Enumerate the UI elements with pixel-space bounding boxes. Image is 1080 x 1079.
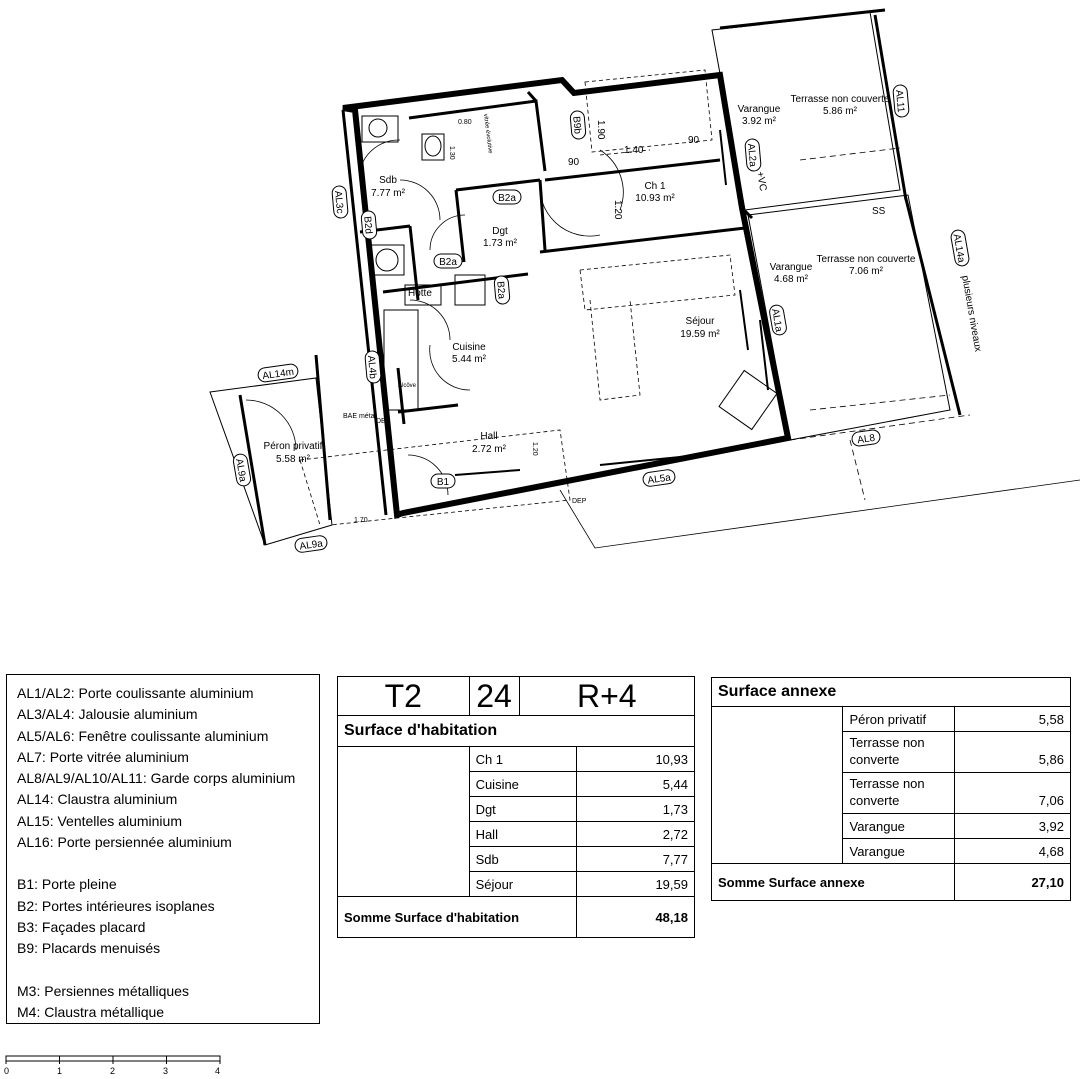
room-area-terrasse-1: 5.86 m² (823, 106, 857, 117)
annex-area: 5,86 (955, 732, 1071, 773)
room-area-cuisine: 5.44 m² (452, 354, 486, 365)
room-area-peron: 5.58 m² (276, 454, 310, 465)
legend-group-m (17, 981, 309, 1024)
room-area-dgt: 1.73 m² (483, 238, 517, 249)
habitation-title: Surface d'habitation (338, 716, 695, 747)
note-ss: SS (872, 206, 886, 217)
dim-label: 0.80 (458, 119, 472, 126)
legend-item: M3: Persiennes métalliques (17, 982, 189, 999)
room-area: 19,59 (577, 872, 695, 897)
annex-area: 4,68 (955, 839, 1071, 864)
svg-text:AL5a: AL5a (646, 472, 672, 487)
scale-tick: 2 (110, 1066, 116, 1076)
legend-item: B2: Portes intérieures isoplanes (17, 897, 215, 914)
scale-tick: 4 (215, 1066, 221, 1076)
dim-label: 1.20 (612, 200, 623, 220)
tag-al14m (257, 363, 299, 382)
svg-text:AL3c: AL3c (332, 190, 345, 214)
dim-label: 1.40 (624, 145, 644, 156)
annex-name: Terrasse non converte (843, 773, 955, 814)
room-name-ch1: Ch 1 (644, 181, 666, 192)
blank-cell (712, 707, 843, 864)
tag-al11 (893, 84, 910, 117)
dim-label: 1.70 (354, 517, 368, 524)
note-alcove: Alcôve (398, 383, 417, 389)
legend-item: AL8/AL9/AL10/AL11: Garde corps aluminium (17, 770, 296, 787)
dim-label: 1.30 (448, 146, 455, 160)
washbasin (362, 116, 398, 142)
unit-table (337, 676, 695, 938)
unit-number: 24 (469, 677, 519, 716)
room-area-varangue-1: 3.92 m² (742, 116, 776, 127)
legend-item: AL7: Porte vitrée aluminium (17, 748, 189, 765)
annex-name: Varangue (843, 814, 955, 839)
room-name-varangue-2: Varangue (769, 262, 813, 273)
legend-item: AL5/AL6: Fenêtre coulissante aluminium (17, 727, 269, 744)
room-area: 10,93 (577, 747, 695, 772)
room-name: Ch 1 (469, 747, 577, 772)
tag-b2a (493, 190, 521, 204)
legend-item: B3: Façades placard (17, 918, 146, 935)
annex-area: 3,92 (955, 814, 1071, 839)
svg-text:B2d: B2d (361, 215, 374, 235)
peron-privatif (210, 378, 332, 545)
svg-text:AL11: AL11 (893, 89, 906, 113)
tag-b9b (570, 110, 586, 139)
tag-al8 (851, 429, 881, 447)
room-area-terrasse-2: 7.06 m² (849, 266, 883, 277)
svg-text:B2a: B2a (494, 280, 507, 300)
svg-text:AL14a: AL14a (950, 233, 967, 264)
tag-al1a (769, 304, 788, 336)
room-name-terrasse-2: Terrasse non couverte (816, 254, 916, 265)
svg-text:AL1a: AL1a (769, 307, 784, 333)
room-area: 5,44 (577, 772, 695, 797)
note-vitree: vitrée évolutive (482, 113, 493, 154)
svg-text:AL8: AL8 (856, 432, 876, 447)
svg-text:AL9a: AL9a (298, 538, 324, 553)
tag-al14a (950, 229, 970, 267)
tag-al9a (294, 535, 328, 553)
room-name-sdb: Sdb (379, 175, 397, 186)
habitation-total: 48,18 (577, 897, 695, 938)
legend-item: AL1/AL2: Porte coulissante aluminium (17, 685, 254, 701)
legend-box (6, 674, 320, 1024)
svg-text:AL2a: AL2a (745, 143, 759, 168)
note-bae: BAE métal (343, 413, 377, 420)
room-name-cuisine: Cuisine (452, 342, 486, 353)
annex-name: Terrasse non converte (843, 732, 955, 773)
room-name: Séjour (469, 872, 577, 897)
tag-al9a (232, 453, 251, 487)
dim-label: 1.20 (531, 442, 538, 456)
scale-tick: 3 (163, 1066, 169, 1076)
room-name-sejour: Séjour (685, 316, 715, 327)
room-area-varangue-2: 4.68 m² (774, 274, 808, 285)
scale-bar (4, 1052, 224, 1078)
legend-group-al (17, 683, 309, 853)
room-name-varangue-1: Varangue (737, 104, 781, 115)
tag-b2a (434, 254, 462, 268)
tag-al3c (332, 185, 349, 218)
legend-item: AL14: Claustra aluminium (17, 791, 178, 808)
svg-text:B1: B1 (436, 477, 450, 488)
room-name: Sdb (469, 847, 577, 872)
room-name: Hall (469, 822, 577, 847)
room-area: 1,73 (577, 797, 695, 822)
room-area-sejour: 19.59 m² (680, 329, 720, 340)
railings (720, 10, 960, 415)
annex-area: 5,58 (955, 707, 1071, 732)
room-area-hall: 2.72 m² (472, 444, 506, 455)
svg-text:AL14m: AL14m (261, 366, 295, 383)
annex-area: 7,06 (955, 773, 1071, 814)
legend-item: AL3/AL4: Jalousie aluminium (17, 706, 198, 723)
blank-cell (338, 747, 470, 897)
legend-group-b (17, 874, 309, 959)
dim-label: 1.90 (595, 120, 606, 140)
scale-tick: 0 (4, 1066, 10, 1076)
habitation-total-label: Somme Surface d'habitation (338, 897, 577, 938)
room-name: Cuisine (469, 772, 577, 797)
tag-al2a (745, 138, 762, 171)
tag-b2d (361, 210, 377, 239)
room-name: Dgt (469, 797, 577, 822)
unit-level: R+4 (519, 677, 694, 716)
room-name-terrasse-1: Terrasse non couverte (790, 94, 890, 105)
legend-item: B1: Porte pleine (17, 876, 117, 893)
room-name-peron: Péron privatif (263, 441, 323, 452)
room-area: 7,77 (577, 847, 695, 872)
dim-label: 90 (568, 157, 580, 168)
svg-text:B9b: B9b (570, 115, 583, 135)
annex-total: 27,10 (955, 864, 1071, 901)
svg-text:B2a: B2a (498, 193, 516, 204)
dim-label: 90 (688, 135, 700, 146)
annex-total-label: Somme Surface annexe (712, 864, 955, 901)
legend-item: AL15: Ventelles aluminium (17, 812, 182, 829)
scale-tick: 1 (57, 1066, 63, 1076)
annex-table (711, 677, 1071, 901)
room-area: 2,72 (577, 822, 695, 847)
note-dep-2: DEP (572, 498, 587, 505)
svg-text:AL4b: AL4b (365, 355, 379, 380)
annex-name: Varangue (843, 839, 955, 864)
annex-title: Surface annexe (712, 678, 1071, 707)
room-area-sdb: 7.77 m² (371, 188, 405, 199)
tag-b1 (431, 474, 455, 488)
room-name-dgt: Dgt (492, 226, 508, 237)
note-plusieurs-niveaux: plusieurs niveaux (959, 274, 984, 353)
annex-name: Péron privatif (843, 707, 955, 732)
living-furniture (580, 255, 735, 400)
tag-al4b (365, 350, 382, 383)
tag-al5a (642, 469, 676, 487)
legend-item: M4: Claustra métallique (17, 1003, 165, 1020)
svg-text:B2a: B2a (439, 257, 457, 268)
legend-item: AL16: Porte persiennée aluminium (17, 834, 232, 851)
unit-type: T2 (338, 677, 470, 716)
note-dep-1: DEP (376, 418, 391, 425)
svg-text:AL9a: AL9a (233, 457, 248, 483)
tag-b2a (494, 275, 510, 304)
legend-item: B9: Placards menuisés (17, 940, 161, 957)
note-vc: +VC (754, 170, 769, 192)
note-hotte: Hotte (408, 288, 432, 299)
room-name-hall: Hall (480, 431, 498, 442)
room-area-ch1: 10.93 m² (635, 193, 675, 204)
